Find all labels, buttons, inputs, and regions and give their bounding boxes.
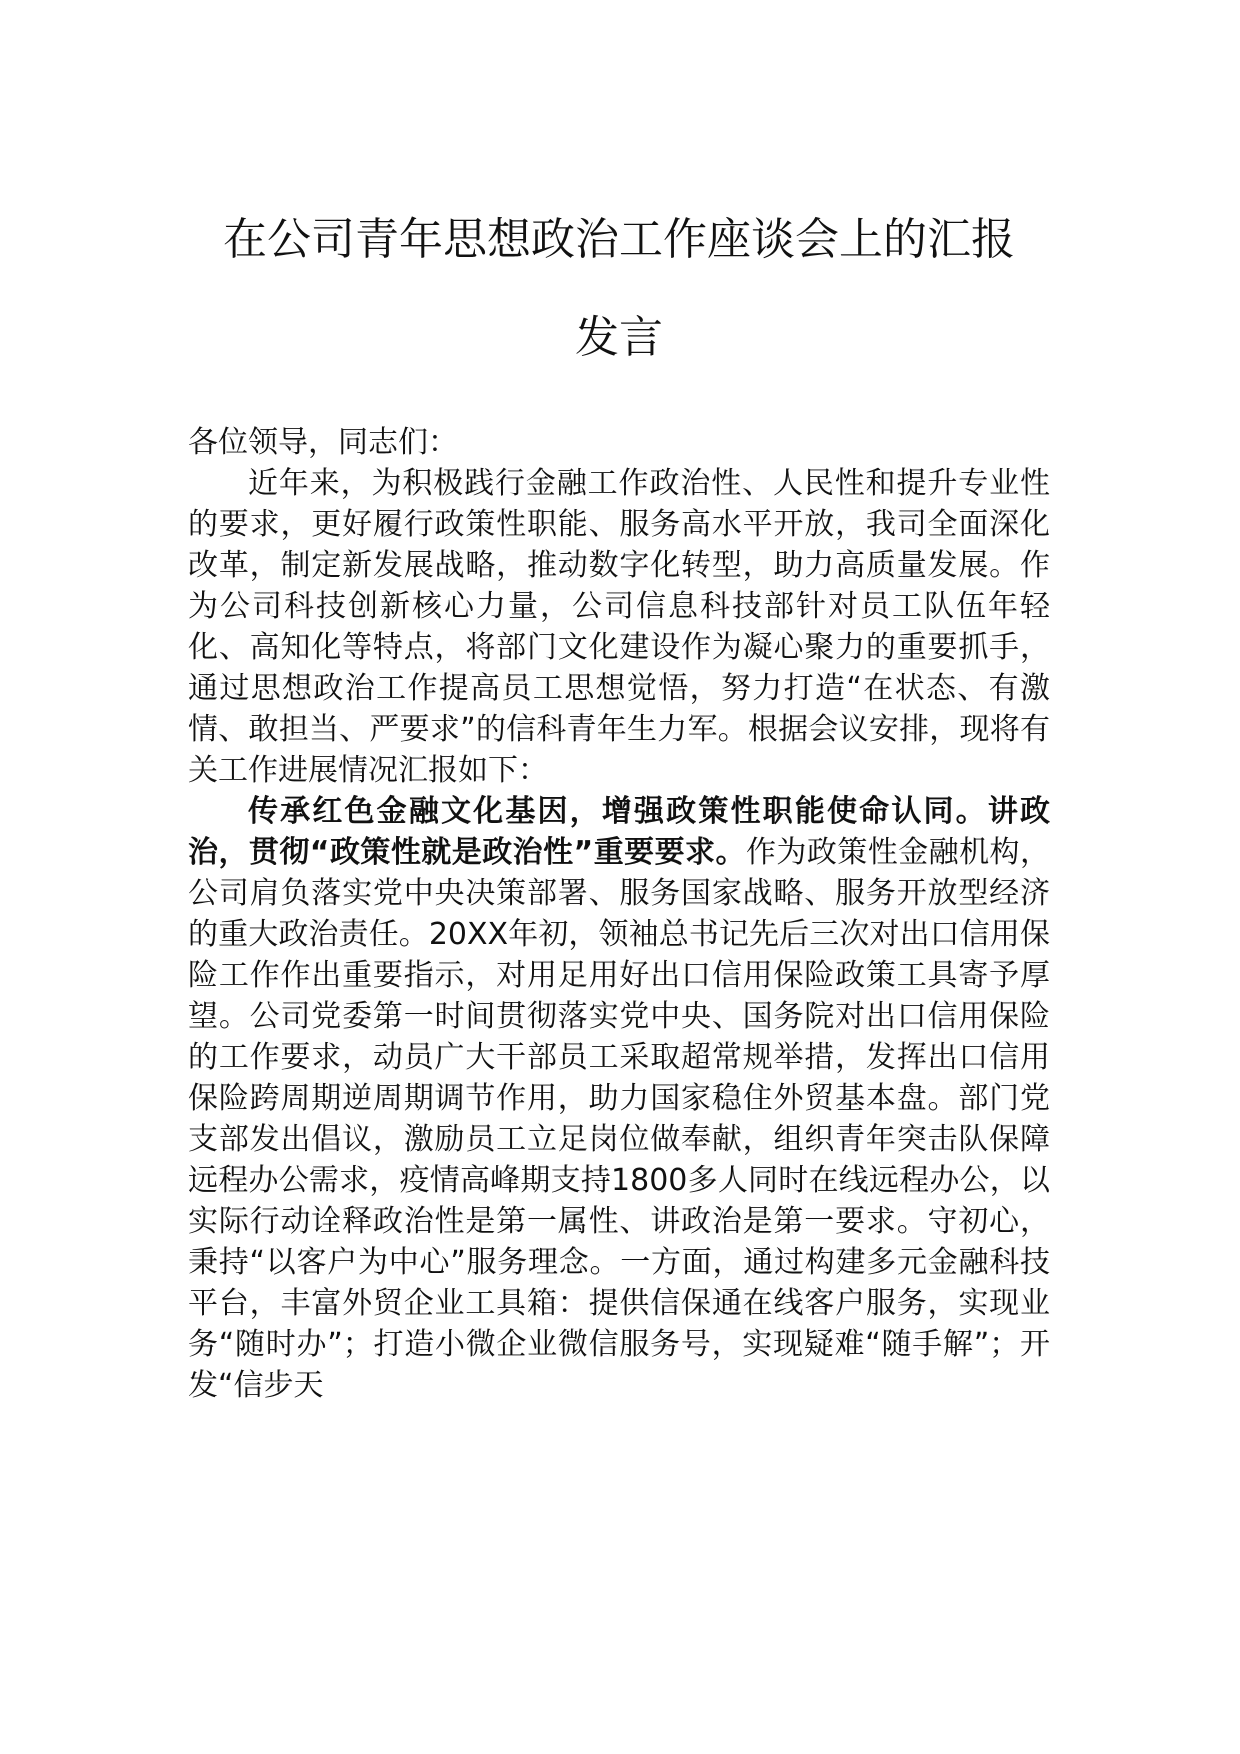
document-title-line-1: 在公司青年思想政治工作座谈会上的汇报 (223, 214, 1015, 265)
section-1-subheading: 讲政治，贯彻“政策性就是政治性”重要要求。 (188, 794, 1051, 870)
document-body (188, 422, 1050, 1406)
section-1-paragraph (188, 791, 1050, 1406)
intro-paragraph: 近年来，为积极践行金融工作政治性、人民性和提升专业性的要求，更好履行政策性职能、服务高水平开放，我司全面深化改革，制定新发展战略，推动数字化转型，助力高质量发展。作为公司科技创新核心力量，公司信息科技部针对员工队伍年轻化、高知化等特点，将部门文化建设作为凝心聚力的重要抓手，通过思想政治工作提高员工思想觉悟，努力打造“在状态、有激情、敢担当、严要求”的信科青年生力军。根据会议安排，现将有关工作进展情况汇报如下： (188, 466, 1050, 788)
document-title-line-2: 发言 (575, 312, 663, 363)
section-1-heading: 传承红色金融文化基因，增强政策性职能使命认同。 (248, 794, 988, 829)
salutation: 各位领导，同志们： (188, 425, 458, 460)
section-1-body: 作为政策性金融机构，公司肩负落实党中央决策部署、服务国家战略、服务开放型经济的重大政治责任。20XX年初，领袖总书记先后三次对出口信用保险工作作出重要指示，对用足用好出口信用保险政策工具寄予厚望。公司党委第一时间贯彻落实党中央、国务院对出口信用保险的工作要求，动员广大干部员工采取超常规举措，发挥出口信用保险跨周期逆周期调节作用，助力国家稳住外贸基本盘。部门党支部发出倡议，激励员工立足岗位做奉献，组织青年突击队保障远程办公需求，疫情高峰期支持1800多人同时在线远程办公，以实际行动诠释政治性是第一属性、讲政治是第一要求。守初心，秉持“以客户为中心”服务理念。一方面，通过构建多元金融科技平台，丰富外贸企业工具箱：提供信保通在线客户服务，实现业务“随时办”；打造小微企业微信服务号，实现疑难“随手解”；开发“信步天 (188, 835, 1051, 1403)
